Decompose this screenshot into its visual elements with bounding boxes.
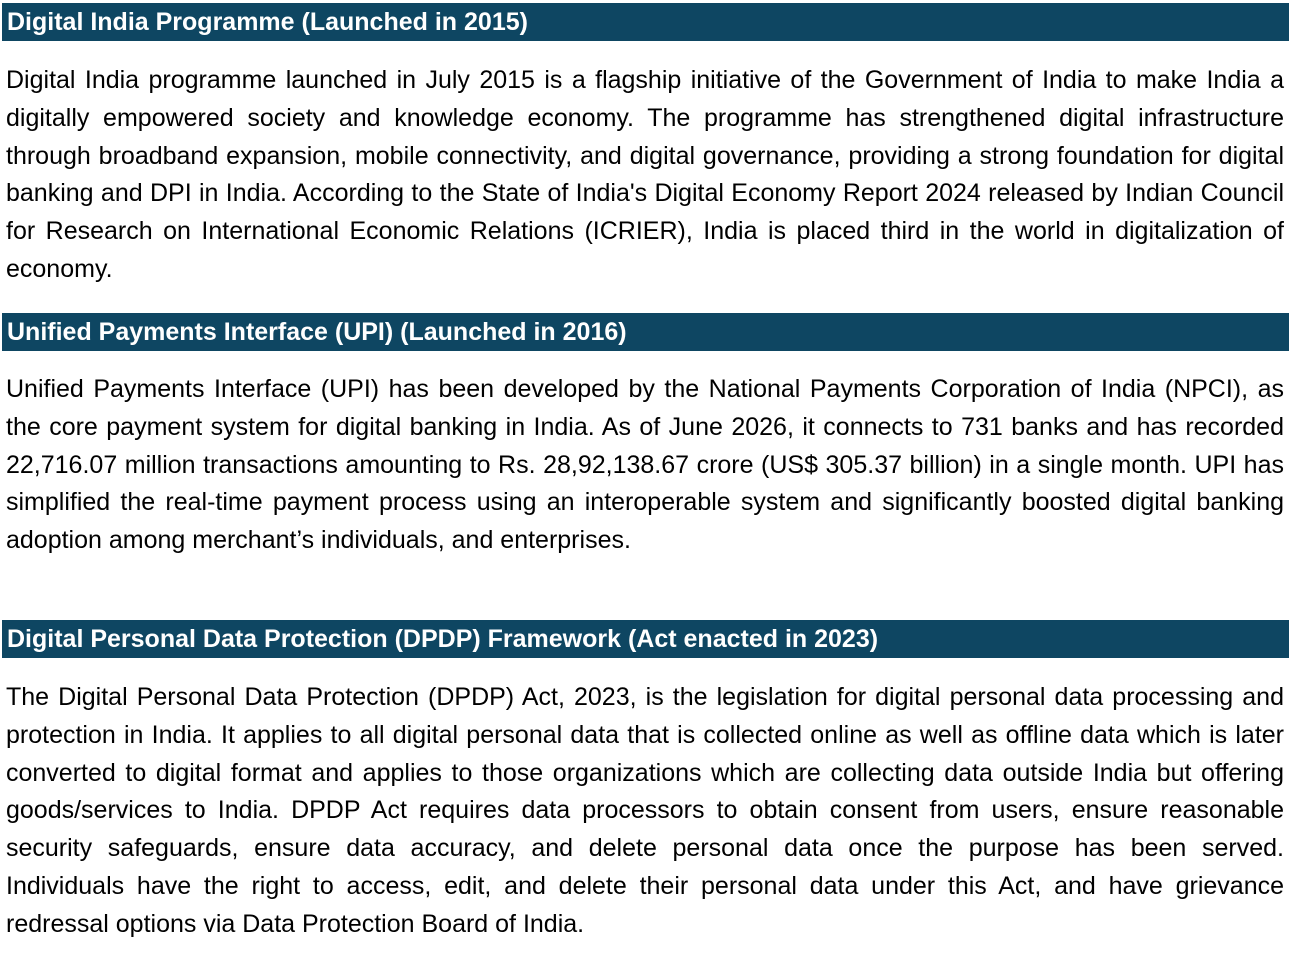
section-body-upi: Unified Payments Interface (UPI) has been developed by the National Payments Corporation of India (NPCI), as the core payment system for digital banking in India. As of June 2026, it connects to 731 banks and has recorded 22,716.07 million transactions amounting to Rs. 28,92,138.67 crore (US$ 305.37 billion) in a single month. UPI has simplified the real-time payment process using an interoperable system and significantly boosted digital banking adoption among merchant’s individuals, and enterprises. (6, 375, 1284, 555)
section-heading-dpdp: Digital Personal Data Protection (DPDP) Framework (Act enacted in 2023) (2, 620, 1289, 658)
section-body-digital-india: Digital India programme launched in July 2015 is a flagship initiative of the Government of India to make India a digitally empowered society and knowledge economy. The programme has strengthened digital infrastructure through broadband expansion, mobile connectivity, and digital governance, providing a strong foundation for digital banking and DPI in India. According to the State of India's Digital Economy Report 2024 released by Indian Council for Research on International Economic Relations (ICRIER), India is placed third in the world in digitalization of economy. (6, 66, 1284, 283)
section-body-dpdp: The Digital Personal Data Protection (DPDP) Act, 2023, is the legislation for digital personal data processing and protection in India. It applies to all digital personal data that is collected online as well as offline data which is later converted to digital format and applies to those organizations which are collecting data outside India but offering goods/services to India. DPDP Act requires data processors to obtain consent from users, ensure reasonable security safeguards, ensure data accuracy, and delete personal data once the purpose has been served. Individuals have the right to access, edit, and delete their personal data under this Act, and have grievance redressal options via Data Protection Board of India. (6, 683, 1284, 938)
section-heading-upi: Unified Payments Interface (UPI) (Launched in 2016) (2, 313, 1289, 351)
section-heading-digital-india: Digital India Programme (Launched in 2015) (2, 3, 1289, 41)
